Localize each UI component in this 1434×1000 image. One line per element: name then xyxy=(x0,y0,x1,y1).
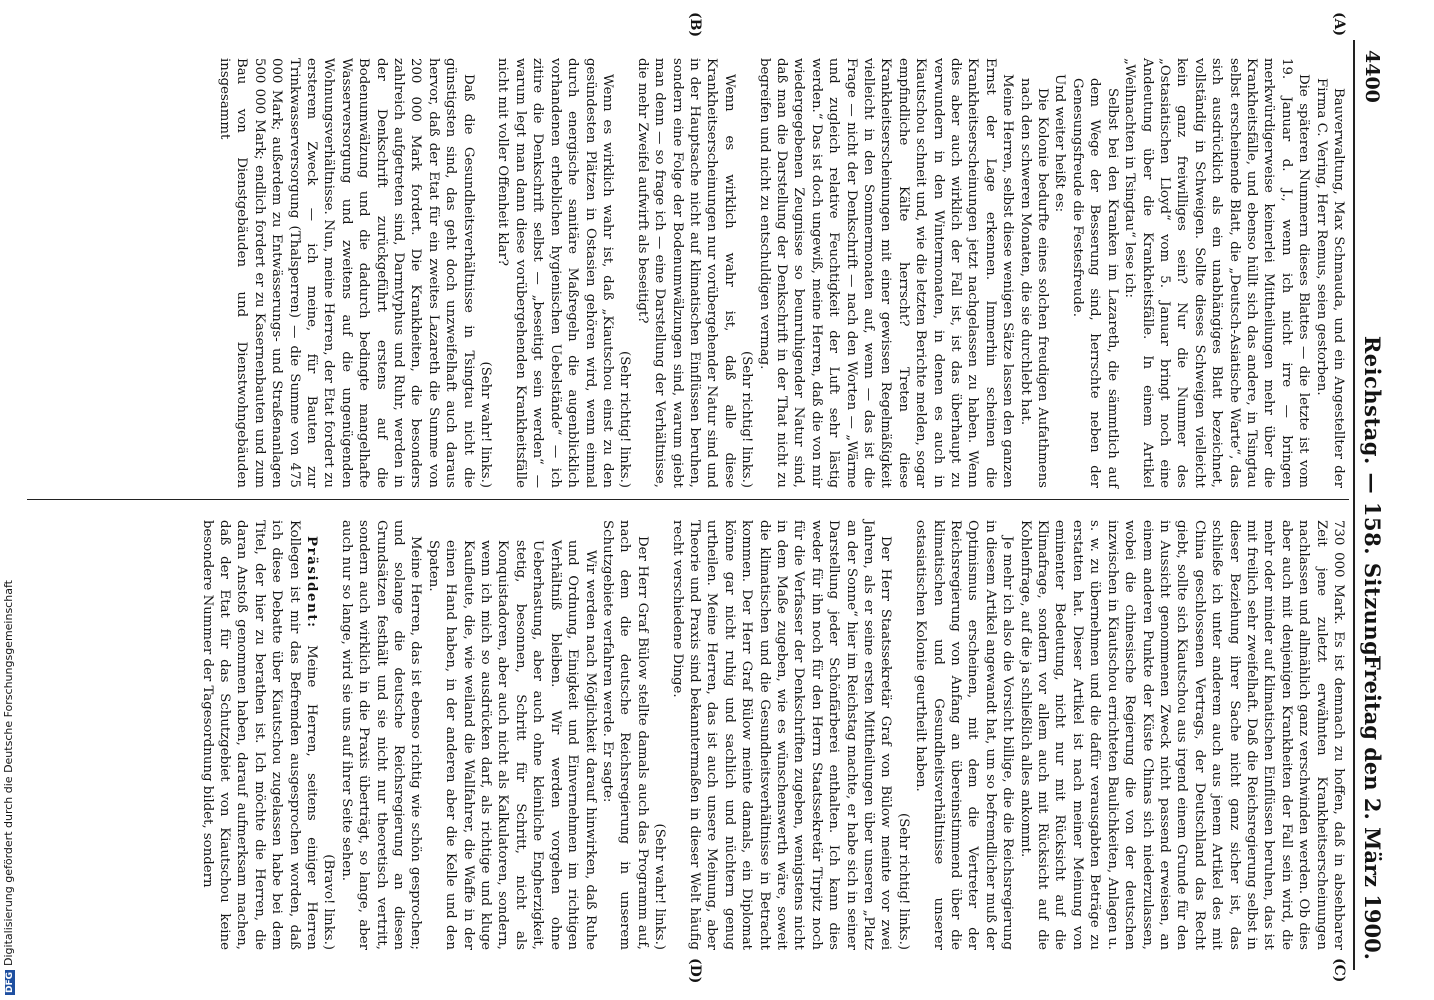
header-rule xyxy=(1353,40,1355,970)
speaker-text: Meine Herren, seitens einiger Herren Kollegen ist mir das Befremden ausgesprochen worden, daß ich diese Debatte über Kiautschou zugelassen habe bei dem Titel, der hier zu berathen ist. Ich möchte die Herren, die daran Anstoß genommen haben, darauf aufmerksam machen, daß der Etat für das Schutzgebiet von Kiautschou keine besondere Nummer der Tagesordnung bildet, sondern xyxy=(199,520,320,951)
margin-mark-c: (C) xyxy=(1331,958,1347,983)
paragraph: Meine Herren, das ist ebenso richtig wie schön gesprochen; und solange die deutsche Reichsregierung an diesen Grundsätzen festhält und sie nicht nur theoretisch vertritt, sondern auch wirklich in die Praxis überträgt, so lange, aber auch nur so lange, wird sie uns auf ihrer Seite sehen. xyxy=(338,520,424,950)
page-number: 4400 xyxy=(1361,50,1383,103)
margin-mark-d: (D) xyxy=(687,958,703,984)
paragraph: Die späteren Nummern dieses Blattes — die letzte ist vom 19. Januar d. J., wenn ich nicht irre — bringen merkwürdigerweise keinerlei Mittheilungen mehr über die Krankheitsfälle, und ebenso hüllt sich das andere, in Tsingtau selbst erscheinende Blatt, die „Deutsch-Asiatische Warte“, das sich ausdrücklich als ein unabhängiges Blatt bezeichnet, vollständig in Schweigen. Sollte dieses Schweigen vielleicht kein ganz freiwilliges sein? Nur die Nummer des „Ostasiatischen Lloyd“ vom 5. Januar bringt noch eine Andeutung über die Krankheitsfälle. In einem Artikel „Weihnachten in Tsingtau“ lese ich: xyxy=(1122,58,1312,488)
quotation: Selbst bei den Kranken im Lazareth, die sämmtlich auf dem Wege der Besserung sind, herrschte neben der Genesungsfreude die Festesfreude. xyxy=(1069,78,1120,488)
paragraph: Wenn es wirklich wahr ist, daß „Kiautschou einst zu den gesündesten Plätzen in Ostasien gehören wird, wenn einmal durch energische sanitäre Maßregeln die augenblicklich vorhandenen erheblichen hygienischen Uebelstände“ — ich zitire die Denkschrift selbst — „beseitigt sein werden“ — warum legt man dann diese vorübergehenden Krankheitsfälle nicht mit voller Offenheit klar? xyxy=(495,58,615,488)
quotation: Wir werden nach Möglichkeit darauf hinwirken, daß Ruhe und Ordnung, Einigkeit und Einvernehmen im richtigen Verhältniß bleiben. Wir werden vorgehen ohne Ueberhastung, aber auch ohne kleinliche Engherzigkeit, stetig, besonnen, Schritt für Schritt, nicht als Konquistadoren, aber auch nicht als Kalkulatoren, sondern, wenn ich mich so ausdrücken darf, als richtige und kluge Kaufleute, die, wie weiland die Wallfahrer, die Waffe in der einen Hand haben, in der anderen aber die Kelle und den Spaten. xyxy=(425,540,598,950)
paragraph: 730 000 Mark. Es ist demnach zu hoffen, daß in absehbarer Zeit jene zuletzt erwähnten Krankheitserscheinungen nachlassen und allmählich ganz verschwinden werden. Ob dies aber auch mit denjenigen Krankheiten der Fall sein wird, die mehr oder minder auf klimatischen Einflüssen beruhen, das ist mit freilich sehr zweifelhaft. Daß die Reichsregierung selbst in dieser Beziehung ihrer Sache nicht ganz sicher ist, das schließe ich unter anderem auch aus jenem Artikel des mit China geschlossenen Vertrags, der Deutschland das Recht giebt, sollte sich Kiautschou aus irgend einem Grunde für den in Aussicht genommenen Zweck nicht passend erweisen, an einem anderen Punkte der Küste Chinas sich niederzulassen, wobei die chinesische Regierung die von der deutschen inzwischen in Kiautschou errichteten Baulichkeiten, Anlagen u. s. w. zu übernehmen und die dafür verausgabten Beträge zu erstatten hat. Dieser Artikel ist nach meiner Meinung von eminenter Bedeutung, nicht nur mit Rücksicht auf die Klimafrage, sondern vor allem auch mit Rücksicht auf die Kohlenfrage, auf die ja schließlich alles ankommt. xyxy=(1017,520,1346,950)
paragraph: Daß die Gesundheitsverhältnisse in Tsingtau nicht die günstigsten sind, das geht doch unzweifelhaft auch daraus hervor, daß der Etat für ein zweites Lazareth die Summe von 200 000 Mark fordert. Die Krankheiten, die besonders zahlreich aufgetreten sind, Darmtyphus und Ruhr, werden in der Denkschrift zurückgeführt erstens auf die Bodenumwälzung und die dadurch bedingte mangelhafte Wasserversorgung und zweitens auf die ungenügenden Wohnungsverhältnisse. Nun, meine Herren, der Etat fordert zu ersterem Zweck — ich meine, für Bauten zur Trinkwasserversorgung (Thalsperren) — die Summe von 475 000 Mark; außerdem zu Entwässerungs- und Straßenanlagen 500 000 Mark; endlich fordert er zu Kasernenbauten und zum Bau von Dienstgebäuden und Dienstwohngebäuden insgesammt xyxy=(217,58,476,488)
reaction: (Sehr wahr! links.) xyxy=(478,361,494,488)
paragraph: Der Herr Staatssekretär Graf von Bülow meinte vor zwei Jahren, als er seine ersten Mittheilungen über unseren „Platz an der Sonne“ hier im Reichstag machte, er habe sich in seiner Darstellung jeder Schönfärberei enthalten. Ich kann dies weder für ihn noch für den Herrn Staatssekretär Tirpitz noch für die Verfasser der Denkschriften zugeben, wenigstens nicht in dem Maße zugeben, wie es wünschenswerth wäre, soweit die klimatischen und die Gesundheitsverhältnisse in Betracht kommen. Der Herr Graf Bülow meinte damals, ein Diplomat könne gar nicht ruhig und sachlich und nüchtern genug urtheilen. Meine Herren, das ist auch unsere Meinung, aber Theorie und Praxis sind bekanntermaßen in dieser Welt häufig recht verschiedene Dinge. xyxy=(669,520,894,950)
paragraph: Je mehr ich also die Vorsicht billige, die die Reichsregierung in diesem Artikel angewandt hat, um so befremdlicher muß der Optimismus erscheinen, mit dem die Vertreter der Reichsregierung von Anfang an übereinstimmend über die klimatischen und Gesundheitsverhältnisse unserer ostasiatischen Kolonie geurtheilt haben. xyxy=(913,520,1016,950)
quotation: Die Kolonie bedurfte eines solchen freudigen Aufathmens nach den schweren Monaten, die sie durchlebt hat. xyxy=(1017,78,1051,488)
reaction: (Bravo! links.) xyxy=(321,854,337,950)
margin-mark-a: (A) xyxy=(1331,12,1347,37)
paragraph: Der Herr Graf Bülow stellte damals auch das Programm auf, nach dem die deutsche Reichsregierung in unserem Schutzgebiete verfahren werde. Er sagte: xyxy=(599,520,650,950)
digitization-footer xyxy=(2,395,18,995)
reaction: (Sehr wahr! links.) xyxy=(652,823,668,950)
reaction: (Sehr richtig! links.) xyxy=(739,351,755,488)
paragraph: Meine Herren, selbst diese wenigen Sätze lassen den ganzen Ernst der Lage erkennen. Immerhin scheinen die Krankheitserscheinungen jetzt nachgelassen zu haben. Wenn dies aber auch wirklich der Fall ist, ist das überhaupt zu verwundern in den Wintermonaten, in denen es auch in Kiautschou schneit und, wie die letzten Berichte melden, sogar empfindliche Kälte herrscht? Treten diese Krankheitserscheinungen mit einer gewissen Regelmäßigkeit vielleicht in den Sommermonaten auf, wenn — das ist die Frage — nicht der Denkschrift — nach den Worten — „Wärme und zugleich relative Feuchtigkeit der Luft sehr lästig werden.“ Das ist doch ungewiß, meine Herren, daß die von mir wiedergegebenen Zeugnisse so beunruhigender Natur sind, daß man die Darstellung der Denkschrift in der That nicht zu begreifen und nicht zu entschuldigen vermag. xyxy=(756,58,1016,488)
footer-text: Digitalisierung gefördert durch die Deutsche Forschungsgemeinschaft xyxy=(2,580,15,966)
page-title: Reichstag. — 158. Sitzung. xyxy=(1360,335,1385,665)
reaction: (Sehr richtig! links.) xyxy=(617,351,633,488)
page-date: Freitag den 2. März 1900. xyxy=(1360,654,1385,960)
left-column xyxy=(216,58,1347,488)
speaker-paragraph xyxy=(198,520,320,950)
right-column xyxy=(198,520,1347,950)
column-divider xyxy=(27,499,1349,500)
dfg-logo: DFG xyxy=(5,971,15,993)
paragraph: Bauverwaltung, Max Schmauda, und ein Angestellter der Firma C. Vering, Herr Remus, seien gestorben. xyxy=(1313,78,1346,488)
paragraph: Und weiter heißt es: xyxy=(1052,74,1068,213)
reaction: (Sehr richtig! links.) xyxy=(895,813,911,950)
margin-mark-b: (B) xyxy=(687,12,703,38)
paragraph: Wenn es wirklich wahr ist, daß alle diese Krankheitserscheinungen nur vorübergehender Natur sind und in der Hauptsache nicht auf klimatischen Einflüssen beruhen, sondern eine Folge der Bodenumwälzungen sind, warum giebt man denn — so frage ich — eine Darstellung der Verhältnisse, die mehr Zweifel aufwirft als beseitigt? xyxy=(634,58,737,488)
speaker-label: Präsident: xyxy=(304,536,320,629)
